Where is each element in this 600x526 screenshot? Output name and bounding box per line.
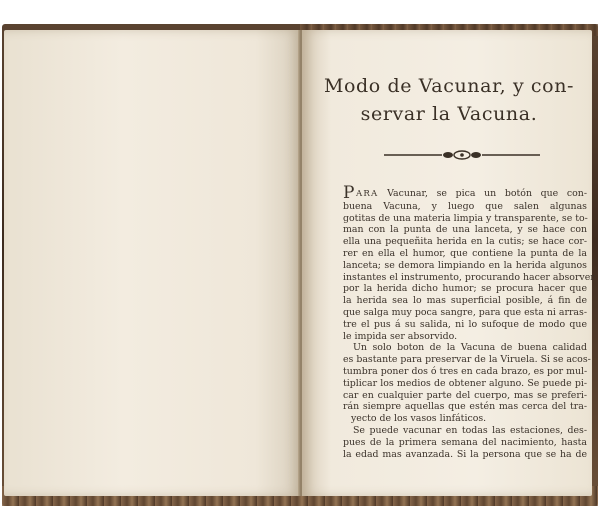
page-body-text bbox=[343, 183, 595, 460]
title-line-2: servar la Vacuna. bbox=[360, 103, 538, 125]
text-line: tre el pus á su salida, ni lo sufoque de modo que bbox=[343, 318, 587, 330]
page-title bbox=[318, 72, 580, 128]
title-line-1: Modo de Vacunar, y con- bbox=[323, 75, 575, 97]
text-line: gotitas de una materia limpia y transparente, se to- bbox=[343, 212, 588, 224]
text-line: Se puede vacunar en todas las estaciones, des- bbox=[353, 424, 587, 436]
drop-cap: P bbox=[343, 183, 356, 203]
text-line: rer en ella el humor, que contiene la punta de la bbox=[343, 247, 587, 259]
text-line: yecto de los vasos linfáticos. bbox=[351, 413, 487, 425]
text-line: Un solo boton de la Vacuna de buena calidad bbox=[353, 342, 587, 354]
text-line: tumbra poner dos ó tres en cada brazo, es por mul- bbox=[343, 365, 588, 377]
text-line: rán siempre aquellas que estén mas cerca del tra- bbox=[343, 401, 587, 413]
ornament-divider-icon bbox=[384, 150, 540, 160]
text-line: man con la punta de una lanceta, y se hace con bbox=[343, 224, 587, 236]
text-line: por la herida dicho humor; se procura hacer que bbox=[343, 283, 587, 295]
text-line: ella una pequeñita herida en la cutis; se hace cor- bbox=[343, 236, 587, 248]
small-caps-word: ARA bbox=[355, 189, 379, 199]
text-line: la herida sea lo mas superficial posible, á fin de bbox=[343, 295, 587, 307]
text-line: buena Vacuna, y luego que salen algunas bbox=[343, 200, 587, 212]
paragraph-1-first-text: Vacunar, se pica un botón que con- bbox=[378, 188, 587, 199]
text-line: lanceta; se demora limpiando en la herida algunos bbox=[343, 259, 587, 271]
text-line: la edad mas avanzada. Si la persona que se ha de bbox=[343, 448, 587, 460]
text-line: que salga muy poca sangre, para que esta ni arras- bbox=[343, 306, 587, 318]
left-page-blank bbox=[4, 30, 300, 496]
text-line: es bastante para preservar de la Viruela. Si se acos- bbox=[343, 354, 591, 366]
text-line: le impida ser absorvido. bbox=[343, 330, 458, 342]
text-line: tiplicar los medios de obtener alguno. Se puede pi- bbox=[343, 377, 587, 389]
paragraph-1-first-line bbox=[343, 183, 587, 203]
text-line: instantes el instrumento, procurando hacer absorver bbox=[343, 271, 595, 283]
text-line: pues de la primera semana del nacimiento, hasta bbox=[343, 436, 587, 448]
text-line: car en cualquier parte del cuerpo, mas se preferi- bbox=[343, 389, 587, 401]
